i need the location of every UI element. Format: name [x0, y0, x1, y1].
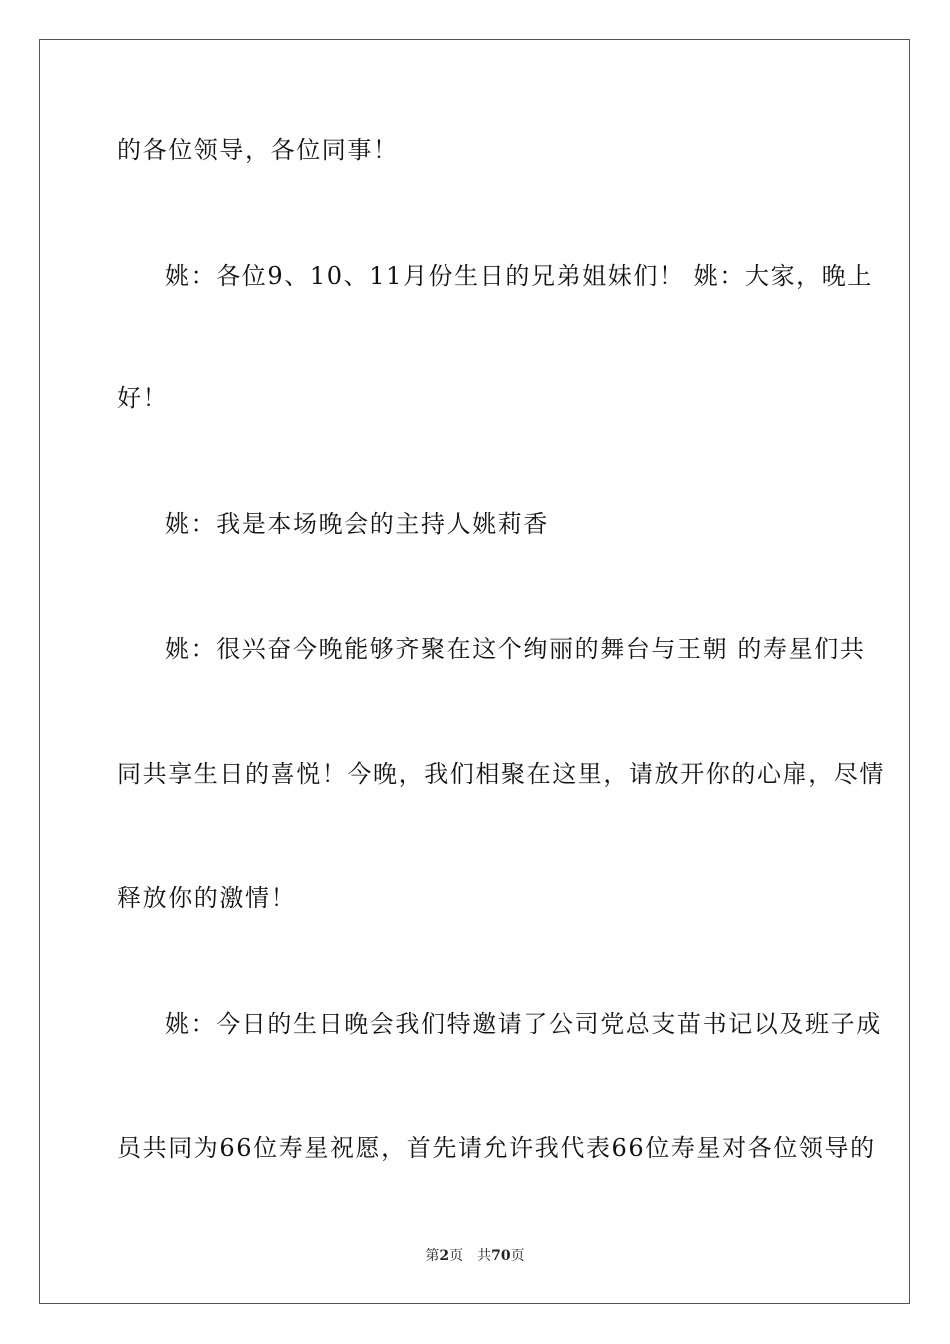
page-border [39, 39, 910, 1304]
page-footer [0, 1247, 950, 1265]
page-prefix: 第 [425, 1248, 440, 1264]
page-number: 2 [439, 1248, 450, 1264]
page-suffix: 页 [449, 1248, 464, 1264]
text-line-7: 释放你的激情！ [117, 884, 297, 912]
total-prefix: 共 [477, 1248, 492, 1264]
text-line-4: 姚：我是本场晚会的主持人姚莉香 [165, 510, 549, 538]
text-line-9: 员共同为66位寿星祝愿，首先请允许我代表66位寿星对各位领导的 [117, 1134, 876, 1162]
text-line-8: 姚：今日的生日晚会我们特邀请了公司党总支苗书记以及班子成 [165, 1010, 882, 1038]
text-line-5: 姚：很兴奋今晚能够齐聚在这个绚丽的舞台与王朝 的寿星们共 [165, 635, 866, 663]
text-line-6: 同共享生日的喜悦！今晚，我们相聚在这里，请放开你的心扉，尽情 [117, 760, 885, 788]
total-pages: 70 [491, 1248, 511, 1264]
total-suffix: 页 [510, 1248, 525, 1264]
text-line-3: 好！ [117, 384, 169, 412]
text-line-1: 的各位领导，各位同事！ [117, 136, 399, 164]
text-line-2: 姚：各位9、10、11月份生日的兄弟姐妹们！ 姚：大家，晚上 [165, 262, 873, 290]
